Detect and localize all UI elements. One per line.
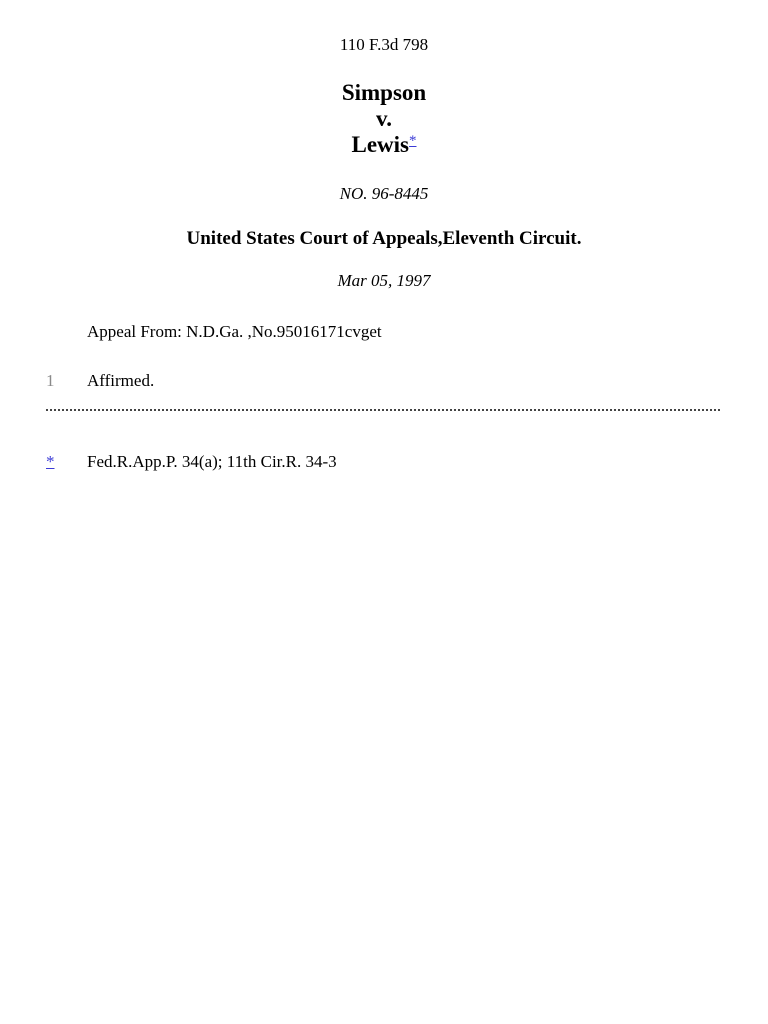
footnote-text: Fed.R.App.P. 34(a); 11th Cir.R. 34-3 bbox=[87, 452, 337, 471]
paragraph-text: Affirmed. bbox=[87, 371, 155, 390]
title-footnote-link[interactable]: * bbox=[409, 133, 417, 149]
case-citation: 110 F.3d 798 bbox=[339, 35, 429, 54]
docket-number: NO. 96-8445 bbox=[339, 184, 429, 203]
case-title bbox=[0, 80, 768, 158]
defendant-line bbox=[0, 132, 768, 158]
paragraph-number: 1 bbox=[46, 371, 55, 390]
plaintiff-name: Simpson bbox=[341, 80, 427, 105]
versus-label: v. bbox=[376, 106, 392, 131]
footnote-marker-link[interactable]: * bbox=[46, 452, 55, 471]
decision-date: Mar 05, 1997 bbox=[337, 271, 431, 290]
appeal-from: Appeal From: N.D.Ga. ,No.95016171cvget bbox=[87, 322, 382, 341]
court-name: United States Court of Appeals,Eleventh Circuit. bbox=[186, 228, 582, 249]
defendant-name: Lewis bbox=[351, 132, 409, 157]
footnote-divider bbox=[46, 409, 720, 411]
